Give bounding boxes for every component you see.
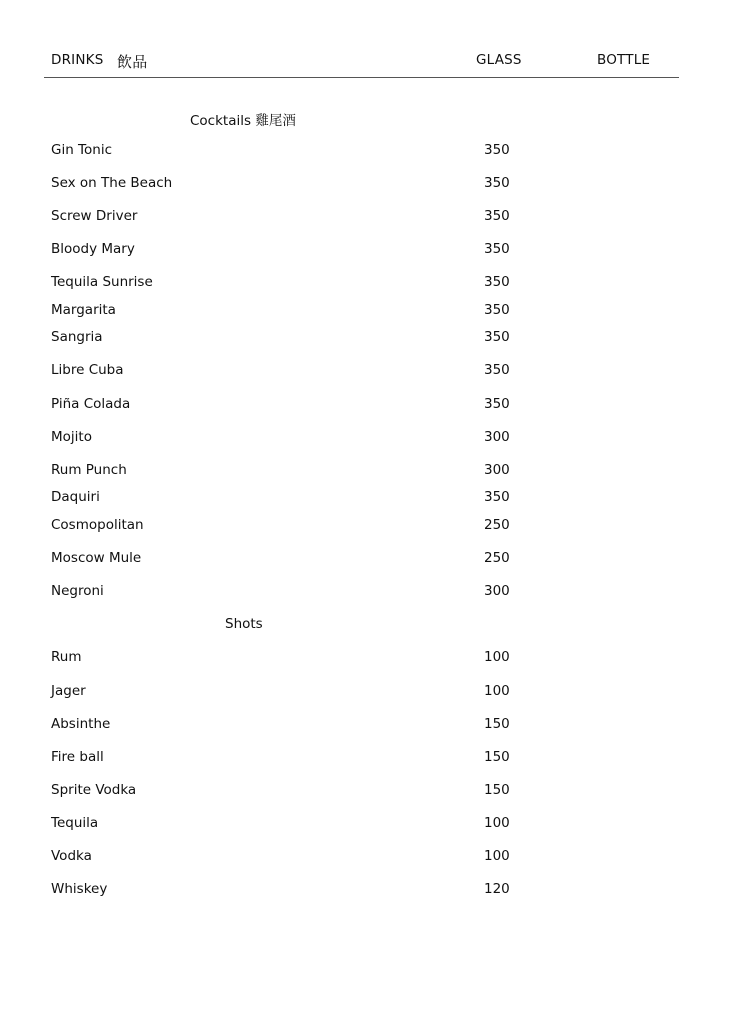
glass-price: 150: [484, 749, 510, 765]
menu-header: [0, 0, 730, 80]
glass-price: 250: [484, 517, 510, 533]
drink-name: Libre Cuba: [51, 362, 124, 378]
glass-price: 350: [484, 302, 510, 318]
menu-row: [0, 302, 730, 322]
glass-price: 150: [484, 716, 510, 732]
drink-name: Sprite Vodka: [51, 782, 137, 798]
drinks-column-label: DRINKS: [51, 52, 104, 68]
section-title-cocktails: Cocktails 雞尾酒: [190, 113, 296, 129]
menu-row: [0, 241, 730, 261]
glass-price: 350: [484, 489, 510, 505]
drink-name: Moscow Mule: [51, 550, 142, 566]
menu-row: [0, 462, 730, 482]
menu-row: [0, 175, 730, 195]
glass-price: 100: [484, 848, 510, 864]
glass-price: 350: [484, 208, 510, 224]
menu-row: [0, 815, 730, 835]
glass-price: 350: [484, 241, 510, 257]
menu-row: [0, 362, 730, 382]
drink-name: Whiskey: [51, 881, 108, 897]
drink-name: Absinthe: [51, 716, 111, 732]
menu-row: [0, 649, 730, 669]
glass-price: 350: [484, 362, 510, 378]
drink-name: Negroni: [51, 583, 104, 599]
menu-row: [0, 429, 730, 449]
drink-name: Gin Tonic: [51, 142, 113, 158]
drink-name: Daquiri: [51, 489, 100, 505]
bottle-column-label: BOTTLE: [597, 52, 651, 68]
menu-row: [0, 716, 730, 736]
glass-price: 300: [484, 462, 510, 478]
menu-row: [0, 749, 730, 769]
glass-price: 350: [484, 329, 510, 345]
glass-price: 100: [484, 649, 510, 665]
drink-name: Mojito: [51, 429, 92, 445]
glass-price: 350: [484, 396, 510, 412]
menu-row: [0, 848, 730, 868]
drink-name: Sex on The Beach: [51, 175, 173, 191]
menu-row: [0, 683, 730, 703]
menu-row: [0, 329, 730, 349]
drink-name: Screw Driver: [51, 208, 138, 224]
glass-price: 300: [484, 429, 510, 445]
header-divider: [44, 77, 679, 78]
menu-row: [0, 208, 730, 228]
drink-name: Rum Punch: [51, 462, 127, 478]
menu-row: [0, 274, 730, 294]
menu-row: [0, 583, 730, 603]
glass-price: 250: [484, 550, 510, 566]
glass-price: 100: [484, 683, 510, 699]
glass-price: 100: [484, 815, 510, 831]
drink-name: Cosmopolitan: [51, 517, 144, 533]
menu-row: [0, 142, 730, 162]
drink-name: Jager: [51, 683, 86, 699]
drink-name: Bloody Mary: [51, 241, 135, 257]
glass-column-label: GLASS: [476, 52, 522, 68]
drink-name: Rum: [51, 649, 82, 665]
glass-price: 350: [484, 142, 510, 158]
menu-row: [0, 489, 730, 509]
glass-price: 120: [484, 881, 510, 897]
drink-name: Tequila: [51, 815, 99, 831]
drink-name: Sangria: [51, 329, 103, 345]
glass-price: 150: [484, 782, 510, 798]
menu-row: [0, 517, 730, 537]
drinks-column-label-chinese: 飲品: [117, 53, 148, 71]
menu-row: [0, 550, 730, 570]
drink-name: Vodka: [51, 848, 92, 864]
glass-price: 300: [484, 583, 510, 599]
drink-name: Margarita: [51, 302, 116, 318]
drink-name: Fire ball: [51, 749, 104, 765]
drink-name: Piña Colada: [51, 396, 131, 412]
glass-price: 350: [484, 274, 510, 290]
drink-name: Tequila Sunrise: [51, 274, 153, 290]
menu-row: [0, 396, 730, 416]
glass-price: 350: [484, 175, 510, 191]
menu-row: [0, 881, 730, 901]
section-title-shots: Shots: [225, 616, 263, 632]
menu-row: [0, 782, 730, 802]
